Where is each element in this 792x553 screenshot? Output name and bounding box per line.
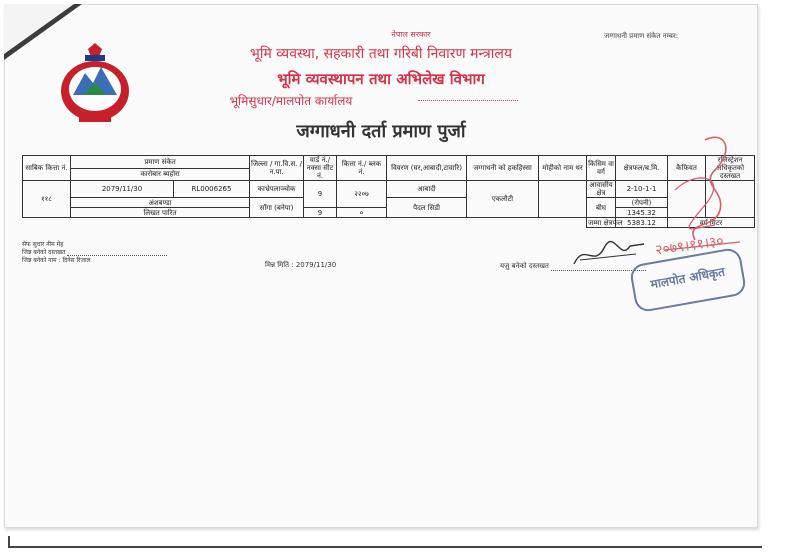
- footer-line-1: सेफ सुधार नीम मेह: [22, 241, 64, 248]
- cell-kisim-2: बीघ: [587, 198, 616, 218]
- government-label: नेपाल सरकार: [391, 30, 431, 39]
- land-record-table: [22, 155, 755, 228]
- cell-kitta-2: ०: [337, 208, 387, 218]
- cell-area-1: 2-10-1-1: [616, 181, 668, 198]
- col-praman-sanket: प्रमाण संकेत: [71, 156, 250, 169]
- office-title: भूमिसुधार/मालपोत कार्यालय: [229, 94, 353, 108]
- total-area-label: जम्मा क्षेत्रफल: [588, 218, 623, 227]
- cell-area-2: 1345.32: [616, 208, 668, 218]
- cell-ward-2: 9: [304, 208, 337, 218]
- total-area-unit: वर्ग मिटर: [668, 218, 755, 228]
- cell-sabik-kitta: ११८: [23, 181, 71, 218]
- department-title: भूमि व्यवस्थापन तथा अभिलेख विभाग: [277, 70, 485, 88]
- cell-date: 2079/11/30: [71, 181, 174, 198]
- malpot-officer-stamp: मालपोत अधिकृत: [629, 247, 748, 314]
- office-name-line: [418, 100, 518, 101]
- total-area-value: 5383.12: [616, 218, 668, 228]
- col-sabik-kitta: साबिक कित्ता नं.: [23, 156, 71, 181]
- cell-mohi: [539, 181, 587, 218]
- col-kisim: किसिम वा वर्ग: [587, 156, 616, 181]
- cell-haqhissa: एकलौटी: [467, 181, 539, 218]
- col-mohi: मोहीको नाम थर: [539, 156, 587, 181]
- cell-deed-status: लिखत पारित: [71, 208, 250, 218]
- footer-right-wrap: [500, 262, 646, 271]
- col-kitta: कित्ता नं./ ब्लक नं.: [337, 156, 387, 181]
- col-remarks: कैफियत: [668, 156, 706, 181]
- certificate-title: जग्गाधनी दर्ता प्रमाण पुर्जा: [296, 121, 466, 142]
- footer-line-2: जिन्न बनेको दस्तखत: [22, 249, 66, 256]
- bottom-edge-tick: [8, 536, 10, 548]
- col-karobar: कारोबार ब्यहोरा: [71, 168, 250, 181]
- cell-transaction-type: अंशबण्डा: [71, 198, 250, 208]
- cell-signature: [706, 181, 755, 218]
- col-district: जिल्ला / गा.वि.स. / न.पा.: [250, 156, 304, 181]
- ministry-title: भूमि व्यवस्था, सहकारी तथा गरिबी निवारण मन्त्रालय: [250, 46, 512, 62]
- bottom-edge-line: [8, 546, 762, 548]
- cell-desc-2: पैदल सिडी: [387, 198, 467, 218]
- cell-ward: 9: [304, 181, 337, 208]
- footer-date: मिन्न मिति : 2079/11/30: [265, 261, 337, 269]
- cell-kisim-1: आवासीय क्षेत्र: [587, 181, 616, 198]
- col-description: विवरण (घर,आबादी,टावारि): [387, 156, 467, 181]
- cell-vdc: साँगा (बनेपा): [250, 198, 304, 218]
- footer-line-2-wrap: [22, 248, 167, 256]
- cell-district: काभ्रेपलाञ्चोक: [250, 181, 304, 198]
- cell-kitta: २२०७: [337, 181, 387, 208]
- cell-code: RL0006265: [174, 181, 250, 198]
- col-area: क्षेत्रफल/ब.मि.: [616, 156, 668, 181]
- cell-desc-1: आबादी: [387, 181, 467, 198]
- footer-right-label: यजु बनेको दस्तखत: [500, 262, 549, 270]
- col-ward: वार्ड नं./ नक्सा सीट नं.: [304, 156, 337, 181]
- footer-line-3: जिन्न बनेको नाम : दिनेस रिजाल: [22, 257, 91, 264]
- col-haqhissa: जग्गाधनी को हकहिस्सा: [467, 156, 539, 181]
- registrar-signature-date: २०७९।११।३०: [654, 233, 725, 259]
- cell-area-note: (रोपनी): [616, 198, 668, 208]
- top-reference-label: जग्गाधनी प्रमाण संकेत नम्बर:: [604, 32, 679, 40]
- col-signature: रजिस्ट्रेशन अधिकृतको दस्तखत: [706, 156, 755, 181]
- cell-remarks: [668, 181, 706, 218]
